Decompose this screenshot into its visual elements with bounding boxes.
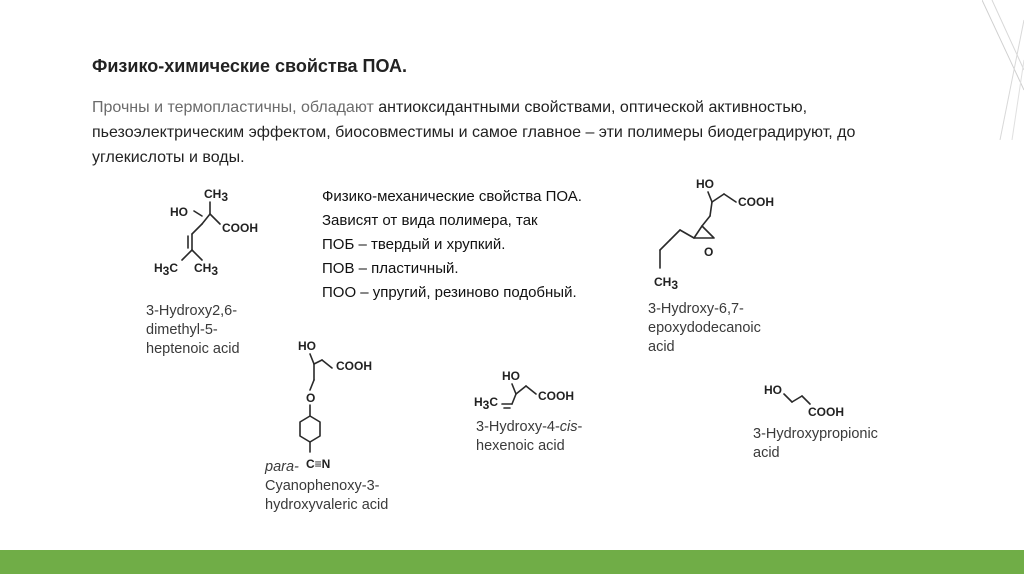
intro-paragraph (92, 95, 912, 170)
molecule-caption (476, 418, 582, 456)
mechanical-line: Зависят от вида полимера, так (322, 212, 538, 229)
caption-line: 3-Hydroxy2,6- (146, 303, 238, 319)
atom-label: CH3 (654, 275, 679, 292)
caption-line: epoxydodecanoic (648, 320, 761, 336)
atom-label: COOH (538, 389, 574, 403)
mechanical-line: ПОВ – пластичный. (322, 260, 459, 277)
caption-line: acid (648, 339, 675, 355)
corner-decoration (982, 0, 1024, 140)
caption-line: para- (265, 459, 299, 475)
slide-title: Физико-химические свойства ПОА. (92, 56, 408, 76)
molecule-hydroxy-dimethyl-heptenoic (150, 184, 270, 284)
structure-drawing (760, 380, 860, 422)
mechanical-line: ПОО – упругий, резиново подобный. (322, 284, 577, 301)
molecule-hydroxy-epoxydodecanoic (650, 170, 790, 295)
atom-label: COOH (336, 359, 372, 373)
atom-label: COOH (738, 195, 774, 209)
atom-label: CH3 (194, 261, 219, 278)
atom-label: HO (298, 339, 316, 353)
atom-label: H3C (474, 395, 499, 412)
footer-accent-bar (0, 550, 1024, 574)
caption-line: dimethyl-5- (146, 322, 218, 338)
caption-line: hydroxyvaleric acid (265, 497, 389, 513)
atom-label: HO (764, 383, 782, 397)
molecule-cyanophenoxy-hydroxyvaleric (290, 340, 400, 475)
structure-drawing (150, 184, 270, 284)
atom-label: COOH (808, 405, 844, 419)
mechanical-properties-block (322, 185, 642, 305)
atom-label: HO (696, 177, 714, 191)
caption-line: 3-Hydroxy-4-cis- (476, 419, 583, 435)
molecule-hydroxy-cis-hexenoic (472, 366, 592, 414)
atom-label: CH3 (204, 187, 229, 204)
molecule-caption (753, 425, 878, 463)
structure-drawing (472, 366, 592, 414)
structure-drawing (290, 340, 400, 475)
mechanical-line: Физико-механические свойства ПОА. (322, 188, 582, 205)
molecule-caption (648, 300, 761, 357)
atom-label: O (704, 245, 714, 259)
caption-line: heptenoic acid (146, 341, 240, 357)
atom-label: H3C (154, 261, 179, 278)
caption-line: acid (753, 445, 780, 461)
caption-line: Cyanophenoxy-3- (265, 478, 380, 494)
structure-drawing (650, 170, 790, 295)
molecule-caption (146, 302, 240, 359)
atom-label: O (306, 391, 316, 405)
molecule-hydroxypropionic (760, 380, 860, 422)
caption-line: hexenoic acid (476, 438, 565, 454)
intro-muted-text: Прочны и термопластичны, обладают (92, 99, 379, 116)
intro-text: антиоксидантными свойствами, оптической активностью, пьезоэлектрическим эффектом, биосовместимы и самое главное – эти полимеры биодеградируют, до углекислоты и воды. (92, 99, 856, 166)
caption-line: 3-Hydroxy-6,7- (648, 301, 744, 317)
atom-label: C≡N (306, 457, 331, 471)
atom-label: COOH (222, 221, 258, 235)
mechanical-line: ПОБ – твердый и хрупкий. (322, 236, 506, 253)
caption-line: 3-Hydroxypropionic (753, 426, 878, 442)
atom-label: HO (170, 205, 188, 219)
atom-label: HO (502, 369, 520, 383)
molecule-caption (265, 458, 388, 515)
